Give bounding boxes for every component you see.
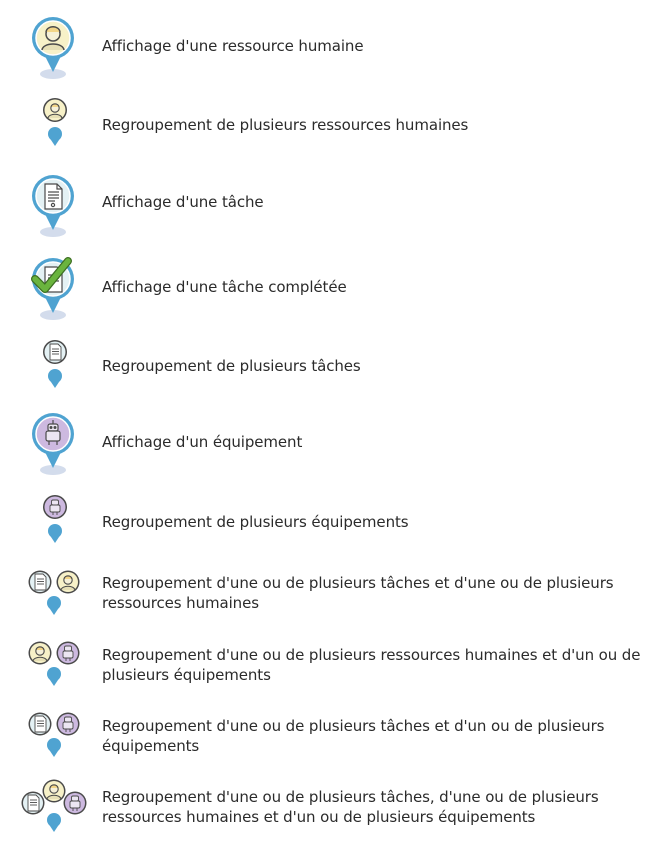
tasks-humans-equipment-cluster-icon	[18, 778, 94, 838]
legend-row	[0, 340, 657, 392]
completed-task-marker-icon	[18, 255, 94, 321]
legend-label: Regroupement de plusieurs tâches	[102, 357, 361, 375]
task-marker-icon	[18, 172, 94, 238]
legend-label: Affichage d'un équipement	[102, 433, 303, 451]
legend-label: Regroupement de plusieurs équipements	[102, 513, 409, 531]
legend-row	[0, 495, 657, 547]
legend-label: Regroupement d'une ou de plusieurs tâches, d'une ou de plusieurs ressources humaines et d'un ou de plusieurs équipements	[102, 788, 599, 826]
legend-row	[0, 778, 657, 838]
legend-row	[0, 568, 657, 620]
legend-label: Regroupement de plusieurs ressources humaines	[102, 116, 469, 134]
legend-label: Affichage d'une ressource humaine	[102, 37, 364, 55]
tasks-and-humans-cluster-icon	[18, 568, 94, 620]
legend-row	[0, 639, 657, 691]
human-resources-cluster-icon	[18, 98, 94, 150]
legend-row	[0, 410, 657, 476]
legend-label: Regroupement d'une ou de plusieurs ressources humaines et d'un ou de plusieurs équipements	[102, 646, 641, 684]
legend-label: Regroupement d'une ou de plusieurs tâches et d'un ou de plusieurs équipements	[102, 717, 605, 755]
tasks-and-equipment-cluster-icon	[18, 710, 94, 762]
human-resource-marker-icon	[18, 14, 94, 80]
tasks-cluster-icon	[18, 340, 94, 392]
legend-row	[0, 710, 657, 762]
equipment-marker-icon	[18, 410, 94, 476]
legend-label: Affichage d'une tâche complétée	[102, 278, 347, 296]
legend-label: Affichage d'une tâche	[102, 193, 264, 211]
equipment-cluster-icon	[18, 495, 94, 547]
legend-label: Regroupement d'une ou de plusieurs tâches et d'une ou de plusieurs ressources humaines	[102, 574, 614, 612]
humans-and-equipment-cluster-icon	[18, 639, 94, 691]
legend-row	[0, 172, 657, 238]
legend-row	[0, 98, 657, 150]
legend-row	[0, 255, 657, 321]
legend-row	[0, 14, 657, 80]
